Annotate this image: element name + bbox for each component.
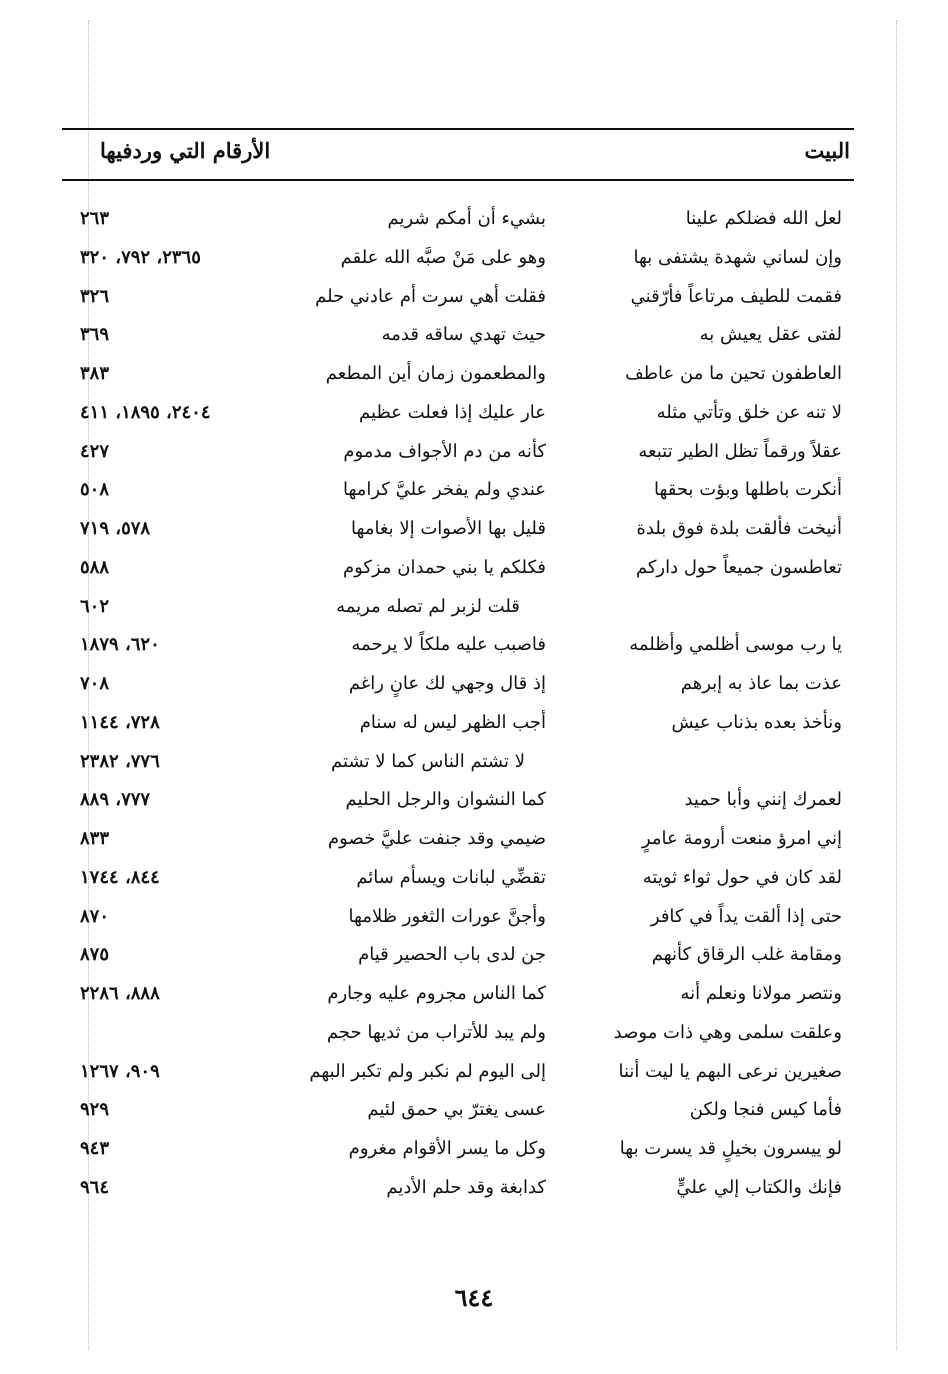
verse-reference-numbers: ٣٨٣: [80, 363, 110, 384]
verse-first-hemistich: ونتصر مولانا ونعلم أنه: [680, 983, 842, 1004]
verse-second-hemistich: بشيء أن أمكم شريم: [387, 208, 546, 229]
verse-second-hemistich: تقضِّي لبانات ويسأم سائم: [356, 866, 546, 888]
verse-second-hemistich: وهو على مَنْ صبَّه الله علقم: [340, 246, 546, 268]
verse-first-hemistich: وعلقت سلمى وهي ذات موصد: [613, 1021, 842, 1043]
verse-second-hemistich: فقلت أهي سرت أم عادني حلم: [315, 285, 546, 307]
verse-row: [0, 628, 948, 667]
verse-second-hemistich: إذ قال وجهي لك عانٍ راغم: [348, 673, 546, 694]
verse-reference-numbers: ٩٠٩، ١٢٦٧: [80, 1060, 160, 1082]
verse-row: [0, 667, 948, 706]
verse-full-line: قلت لزبر لم تصله مريمه: [336, 595, 520, 617]
verse-row: [0, 900, 948, 939]
verse-reference-numbers: ٦٢٠، ١٨٧٩: [80, 634, 160, 656]
verse-second-hemistich: فاصبب عليه ملكاً لا يرحمه: [351, 634, 546, 656]
verse-row: [0, 280, 948, 319]
verse-reference-numbers: ٨٣٣: [80, 828, 110, 849]
verse-first-hemistich: فإنك والكتاب إلي عليٍّ: [676, 1176, 842, 1198]
verse-row: [0, 977, 948, 1016]
verse-second-hemistich: أجب الظهر ليس له سنام: [359, 711, 546, 733]
header-verse-label: البيت: [804, 138, 850, 163]
verse-second-hemistich: عسى يغترّ بي حمق لئيم: [367, 1099, 546, 1121]
verse-reference-numbers: ٦٠٢: [80, 595, 110, 617]
verse-row: [0, 1093, 948, 1132]
verse-reference-numbers: ٣٢٦: [80, 285, 110, 307]
verse-row: [0, 938, 948, 977]
verse-row: [0, 861, 948, 900]
verse-first-hemistich: وإن لساني شهدة يشتفى بها: [633, 246, 842, 268]
verse-reference-numbers: ٩٤٣: [80, 1138, 110, 1159]
verse-reference-numbers: ٣٦٩: [80, 324, 110, 346]
verse-first-hemistich: لفتى عقل يعيش به: [699, 324, 842, 346]
verse-reference-numbers: ٤٢٧: [80, 440, 110, 462]
verse-first-hemistich: ونأخذ بعده بذناب عيش: [671, 711, 842, 733]
verse-reference-numbers: ٢٦٣: [80, 208, 110, 229]
verse-row: [0, 1171, 948, 1210]
verse-first-hemistich: لا تنه عن خلق وتأتي مثله: [656, 401, 842, 423]
verse-first-hemistich: العاطفون تحين ما من عاطف: [625, 363, 842, 384]
verse-row: [0, 512, 948, 551]
verse-reference-numbers: ٧٢٨، ١١٤٤: [80, 711, 160, 733]
verse-row: [0, 435, 948, 474]
verse-reference-numbers: ٥٠٨: [80, 479, 110, 501]
verse-reference-numbers: ٧٧٦، ٢٣٨٢: [80, 750, 160, 772]
verse-first-hemistich: لو ييسرون بخيلٍ قد يسرت بها: [619, 1138, 842, 1159]
verse-first-hemistich: عذت بما عاذ به إبرهم: [680, 673, 842, 694]
verse-second-hemistich: حيث تهدي ساقه قدمه: [381, 324, 546, 346]
verse-row: [0, 551, 948, 590]
verse-reference-numbers: ٧٠٨: [80, 673, 110, 694]
verse-row: [0, 241, 948, 280]
page-number: ٦٤٤: [454, 1283, 494, 1312]
verse-second-hemistich: ولم يبد للأتراب من ثديها حجم: [326, 1021, 546, 1043]
verse-row: [0, 745, 948, 784]
verse-row: [0, 1055, 948, 1094]
verse-reference-numbers: ٩٢٩: [80, 1099, 110, 1121]
verse-row: [0, 318, 948, 357]
verse-second-hemistich: كما الناس مجروم عليه وجارم: [327, 983, 546, 1004]
verse-row: [0, 783, 948, 822]
verse-row: [0, 822, 948, 861]
verse-first-hemistich: إني امرؤ منعت أرومة عامرٍ: [641, 828, 842, 849]
verse-second-hemistich: جن لدى باب الحصير قيام: [358, 944, 546, 966]
verse-row: [0, 706, 948, 745]
verse-first-hemistich: عقلاً ورقماً تظل الطير تتبعه: [638, 440, 842, 462]
verse-second-hemistich: كما النشوان والرجل الحليم: [345, 789, 546, 811]
verse-row: [0, 396, 948, 435]
verse-reference-numbers: ٢٤٠٤، ١٨٩٥، ٤١١: [80, 401, 211, 423]
verse-second-hemistich: قليل بها الأصوات إلا بغامها: [351, 518, 546, 539]
verse-reference-numbers: ٨٧٥: [80, 944, 110, 966]
verse-reference-numbers: ٥٧٨، ٧١٩: [80, 518, 151, 539]
verse-reference-numbers: ٩٦٤: [80, 1176, 110, 1198]
verse-reference-numbers: ٢٣٦٥، ٧٩٢، ٣٢٠: [80, 246, 201, 268]
verse-first-hemistich: لعمرك إنني وأبا حميد: [684, 789, 842, 811]
verse-first-hemistich: ومقامة غلب الرقاق كأنهم: [651, 944, 842, 966]
verse-second-hemistich: فكلكم يا بني حمدان مزكوم: [342, 556, 546, 578]
verse-first-hemistich: تعاطسون جميعاً حول داركم: [635, 556, 842, 578]
verse-reference-numbers: ٨٤٤، ١٧٤٤: [80, 866, 160, 888]
verse-first-hemistich: فقمت للطيف مرتاعاً فأرّقني: [630, 285, 842, 307]
verse-reference-numbers: ٨٨٨، ٢٢٨٦: [80, 983, 160, 1004]
header-refs-label: الأرقام التي وردفيها: [100, 138, 271, 163]
verse-first-hemistich: لقد كان في حول ثواء ثويته: [642, 866, 842, 888]
verse-row: [0, 202, 948, 241]
verse-reference-numbers: ٧٧٧، ٨٨٩: [80, 789, 151, 811]
verse-first-hemistich: يا رب موسى أظلمي وأظلمه: [629, 634, 842, 656]
verse-row: [0, 357, 948, 396]
verse-first-hemistich: صغيرين نرعى البهم يا ليت أننا: [618, 1060, 842, 1082]
verse-first-hemistich: أنكرت باطلها وبؤت بحقها: [653, 479, 842, 501]
verse-second-hemistich: والمطعمون زمان أين المطعم: [325, 363, 546, 384]
verse-index-list: [0, 202, 948, 1210]
verse-first-hemistich: لعل الله فضلكم علينا: [685, 208, 842, 229]
verse-second-hemistich: ضيمي وقد جنفت عليَّ خصوم: [328, 828, 546, 849]
verse-second-hemistich: كأنه من دم الأجواف مدموم: [343, 440, 546, 462]
verse-row: [0, 473, 948, 512]
header-bottom-rule: [62, 179, 854, 181]
verse-second-hemistich: كدابغة وقد حلم الأديم: [386, 1176, 546, 1198]
verse-full-line: لا تشتم الناس كما لا تشتم: [331, 750, 525, 772]
verse-first-hemistich: فأما كيس فنجا ولكن: [689, 1099, 842, 1121]
verse-row: [0, 1016, 948, 1055]
verse-second-hemistich: وأجنَّ عورات الثغور ظلامها: [348, 905, 546, 927]
verse-second-hemistich: عار عليك إذا فعلت عظيم: [359, 401, 546, 423]
verse-row: [0, 1132, 948, 1171]
verse-reference-numbers: ٨٧٠: [80, 905, 110, 927]
verse-row: [0, 590, 948, 629]
verse-second-hemistich: وكل ما يسر الأقوام مغروم: [348, 1138, 546, 1159]
verse-second-hemistich: عندي ولم يفخر عليَّ كرامها: [342, 479, 546, 501]
verse-first-hemistich: أنيخت فألقت بلدة فوق بلدة: [636, 518, 842, 539]
verse-first-hemistich: حتى إذا ألقت يداً في كافر: [650, 905, 842, 927]
header-top-rule: [62, 128, 854, 130]
verse-reference-numbers: ٥٨٨: [80, 556, 110, 578]
verse-second-hemistich: إلى اليوم لم نكبر ولم تكبر البهم: [309, 1060, 546, 1082]
